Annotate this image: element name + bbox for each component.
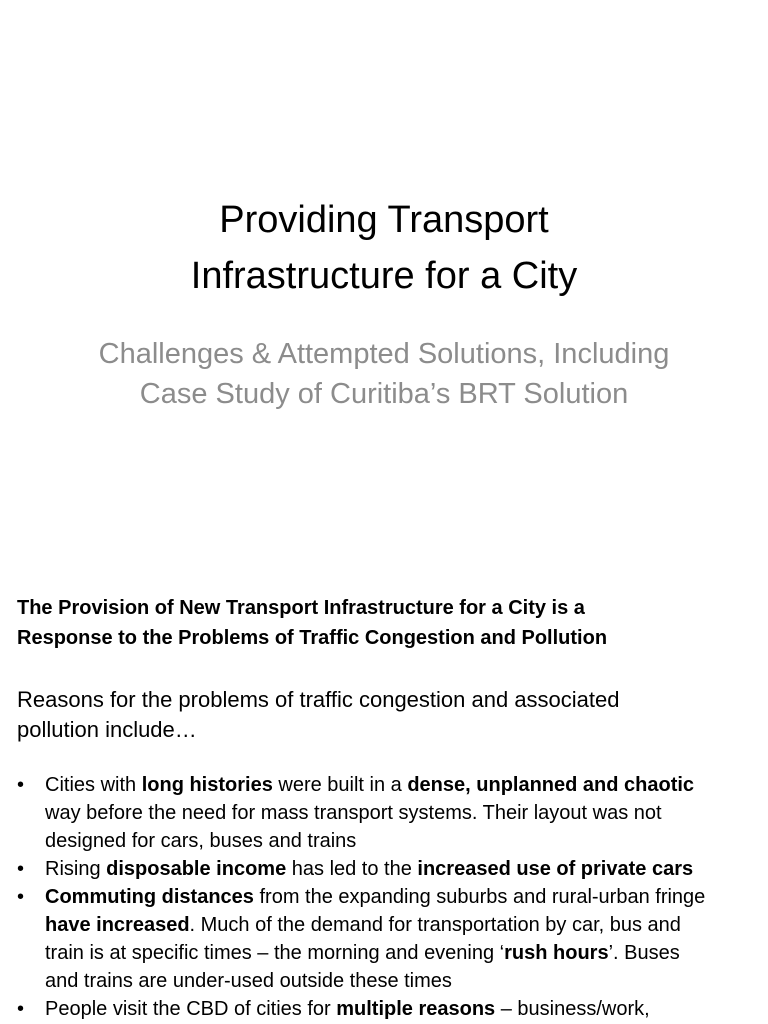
bullet-text: People visit the CBD of cities for xyxy=(45,998,337,1020)
bullet-marker: • xyxy=(17,858,25,880)
bullet-text: train is at specific times – the morning and evening ‘ xyxy=(45,942,505,964)
bullet-list xyxy=(17,771,757,1023)
slide-title xyxy=(0,192,768,304)
bullet-item xyxy=(17,995,757,1023)
bullet-text: and trains are under-used outside these times xyxy=(45,970,452,992)
slide-subtitle xyxy=(0,334,768,414)
bullet-text: from the expanding suburbs and rural-urban fringe xyxy=(253,886,706,908)
slide-body xyxy=(17,593,757,1023)
bullet-line xyxy=(45,883,757,911)
heading-line-2: Response to the Problems of Traffic Congestion and Pollution xyxy=(17,627,608,649)
bullet-text: way before the need for mass transport systems. Their layout was not xyxy=(45,802,662,824)
bullet-text: were built in a xyxy=(272,774,408,796)
bullet-line xyxy=(45,771,757,799)
bullet-text: designed for cars, buses and trains xyxy=(45,830,357,852)
bullet-item xyxy=(17,855,757,883)
bullet-text-bold: rush hours xyxy=(504,942,609,964)
bullet-text: Cities with xyxy=(45,774,142,796)
bullet-text: – business/work, xyxy=(495,998,650,1020)
heading-line-1: The Provision of New Transport Infrastructure for a City is a xyxy=(17,597,585,619)
bullet-line xyxy=(45,911,757,939)
bullet-line xyxy=(45,855,757,883)
bullet-text-bold: disposable income xyxy=(106,858,287,880)
bullet-text: . Much of the demand for transportation by car, bus and xyxy=(189,914,681,936)
subtitle-line-1: Challenges & Attempted Solutions, Including xyxy=(98,338,670,370)
bullet-text: has led to the xyxy=(286,858,418,880)
bullet-line xyxy=(45,827,757,855)
bullet-text: ’. Buses xyxy=(608,942,680,964)
bullet-text-bold: increased use of private cars xyxy=(417,858,694,880)
section-heading xyxy=(17,593,757,653)
bullet-item xyxy=(17,883,757,995)
bullet-item xyxy=(17,771,757,855)
bullet-text: Rising xyxy=(45,858,107,880)
intro-line-1: Reasons for the problems of traffic congestion and associated xyxy=(17,687,620,712)
bullet-line xyxy=(45,939,757,967)
title-line-1: Providing Transport xyxy=(219,199,549,241)
bullet-line xyxy=(45,799,757,827)
bullet-marker: • xyxy=(17,774,25,796)
bullet-marker: • xyxy=(17,998,25,1020)
bullet-text-bold: have increased xyxy=(45,914,190,936)
bullet-line xyxy=(45,967,757,995)
bullet-text-bold: multiple reasons xyxy=(336,998,496,1020)
subtitle-line-2: Case Study of Curitiba’s BRT Solution xyxy=(139,378,629,410)
title-line-2: Infrastructure for a City xyxy=(190,255,578,297)
bullet-text-bold: long histories xyxy=(141,774,273,796)
intro-line-2: pollution include… xyxy=(17,717,197,742)
bullet-text-bold: Commuting distances xyxy=(45,886,254,908)
bullet-line xyxy=(45,995,757,1023)
intro-paragraph xyxy=(17,685,757,745)
bullet-marker: • xyxy=(17,886,25,908)
bullet-text-bold: dense, unplanned and chaotic xyxy=(407,774,695,796)
